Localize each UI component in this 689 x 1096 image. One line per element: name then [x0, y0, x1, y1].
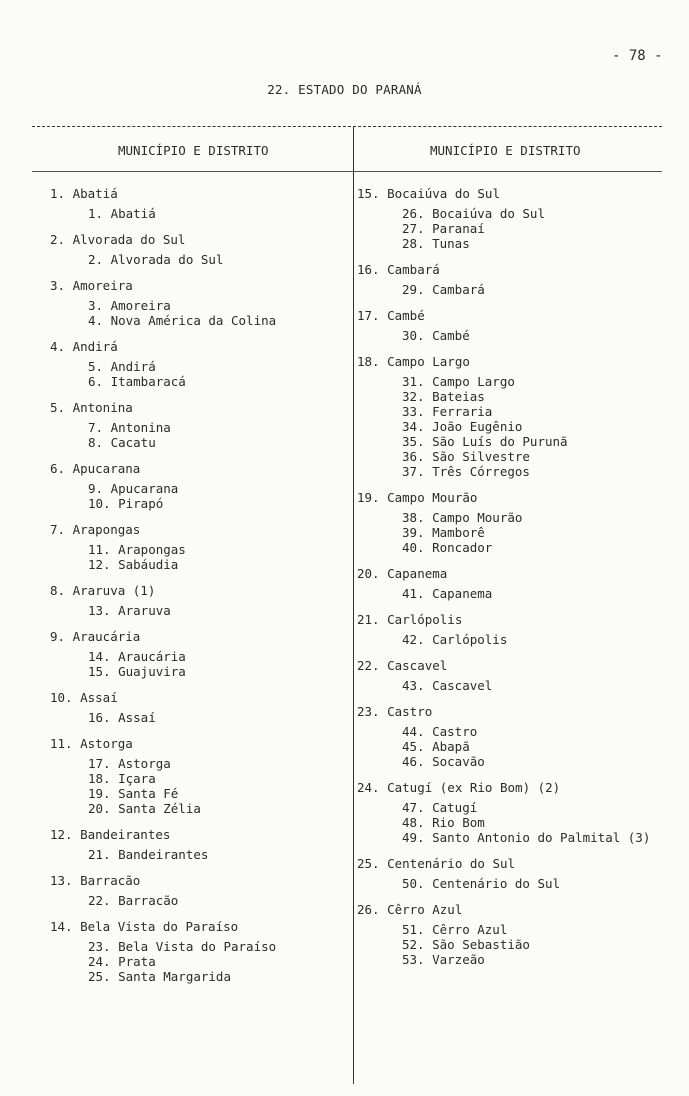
distrito-name: 2. Alvorada do Sul	[88, 252, 224, 267]
distrito-name: 38. Campo Mourão	[402, 510, 523, 525]
municipio-name: 12. Bandeirantes	[50, 827, 171, 842]
distrito-name: 47. Catugí	[402, 800, 478, 815]
municipio-group	[50, 690, 350, 725]
municipio-name: 14. Bela Vista do Paraíso	[50, 919, 239, 934]
distrito-name: 48. Rio Bom	[402, 815, 485, 830]
header-rule	[32, 171, 662, 172]
distrito-name: 5. Andirá	[88, 359, 156, 374]
distrito-name: 41. Capanema	[402, 586, 493, 601]
municipio-group	[50, 232, 350, 267]
municipio-group	[50, 629, 350, 679]
distrito-name: 12. Sabáudia	[88, 557, 179, 572]
distrito-list	[357, 800, 677, 845]
municipio-group	[50, 186, 350, 221]
distrito-name: 33. Ferraria	[402, 404, 493, 419]
distrito-name: 21. Bandeirantes	[88, 847, 209, 862]
municipio-name: 8. Araruva (1)	[50, 583, 156, 598]
distrito-list	[50, 542, 350, 572]
municipio-group	[357, 186, 677, 251]
municipio-name: 15. Bocaiúva do Sul	[357, 186, 500, 201]
page-title: 22. ESTADO DO PARANÁ	[267, 82, 422, 97]
distrito-name: 49. Santo Antonio do Palmital (3)	[402, 830, 651, 845]
left-column	[50, 186, 350, 995]
left-column-heading: MUNICÍPIO E DISTRITO	[118, 143, 269, 158]
distrito-name: 31. Campo Largo	[402, 374, 515, 389]
right-column	[357, 186, 677, 978]
distrito-name: 46. Socavão	[402, 754, 485, 769]
distrito-name: 43. Cascavel	[402, 678, 493, 693]
municipio-name: 22. Cascavel	[357, 658, 448, 673]
distrito-name: 1. Abatiá	[88, 206, 156, 221]
page-number: - 78 -	[612, 48, 663, 64]
distrito-name: 23. Bela Vista do Paraíso	[88, 939, 277, 954]
municipio-group	[357, 780, 677, 845]
municipio-name: 5. Antonina	[50, 400, 133, 415]
distrito-list	[357, 206, 677, 251]
distrito-name: 42. Carlópolis	[402, 632, 508, 647]
distrito-name: 15. Guajuvira	[88, 664, 186, 679]
distrito-name: 11. Arapongas	[88, 542, 186, 557]
municipio-group	[50, 827, 350, 862]
municipio-group	[357, 490, 677, 555]
distrito-name: 9. Apucarana	[88, 481, 179, 496]
distrito-name: 16. Assaí	[88, 710, 156, 725]
distrito-name: 25. Santa Margarida	[88, 969, 231, 984]
distrito-name: 17. Astorga	[88, 756, 171, 771]
distrito-list	[357, 632, 677, 647]
distrito-name: 37. Três Córregos	[402, 464, 530, 479]
distrito-list	[50, 603, 350, 618]
municipio-group	[50, 461, 350, 511]
municipio-name: 19. Campo Mourão	[357, 490, 478, 505]
distrito-name: 32. Bateias	[402, 389, 485, 404]
distrito-name: 53. Varzeão	[402, 952, 485, 967]
distrito-name: 3. Amoreira	[88, 298, 171, 313]
municipio-group	[50, 400, 350, 450]
distrito-name: 27. Paranaí	[402, 221, 485, 236]
distrito-name: 14. Araucária	[88, 649, 186, 664]
distrito-list	[50, 359, 350, 389]
distrito-list	[50, 649, 350, 679]
distrito-name: 36. São Silvestre	[402, 449, 530, 464]
municipio-group	[50, 919, 350, 984]
distrito-name: 10. Pirapó	[88, 496, 164, 511]
distrito-name: 40. Roncador	[402, 540, 493, 555]
distrito-name: 34. João Eugênio	[402, 419, 523, 434]
municipio-name: 7. Arapongas	[50, 522, 141, 537]
municipio-group	[50, 278, 350, 328]
distrito-name: 51. Cêrro Azul	[402, 922, 508, 937]
distrito-list	[357, 876, 677, 891]
distrito-list	[357, 328, 677, 343]
municipio-group	[50, 873, 350, 908]
distrito-list	[50, 756, 350, 816]
distrito-list	[50, 252, 350, 267]
municipio-name: 2. Alvorada do Sul	[50, 232, 186, 247]
municipio-name: 1. Abatiá	[50, 186, 118, 201]
distrito-list	[357, 510, 677, 555]
municipio-name: 25. Centenário do Sul	[357, 856, 516, 871]
municipio-group	[357, 354, 677, 479]
municipio-name: 4. Andirá	[50, 339, 118, 354]
municipio-group	[357, 308, 677, 343]
distrito-name: 45. Abapã	[402, 739, 470, 754]
distrito-name: 18. Içara	[88, 771, 156, 786]
municipio-group	[357, 658, 677, 693]
municipio-group	[50, 339, 350, 389]
top-rule	[32, 126, 662, 127]
distrito-list	[50, 893, 350, 908]
municipio-name: 10. Assaí	[50, 690, 118, 705]
municipio-name: 16. Cambará	[357, 262, 440, 277]
distrito-name: 24. Prata	[88, 954, 156, 969]
distrito-list	[357, 724, 677, 769]
distrito-name: 6. Itambaracá	[88, 374, 186, 389]
municipio-name: 3. Amoreira	[50, 278, 133, 293]
distrito-name: 4. Nova América da Colina	[88, 313, 277, 328]
distrito-list	[50, 206, 350, 221]
distrito-name: 30. Cambé	[402, 328, 470, 343]
municipio-name: 6. Apucarana	[50, 461, 141, 476]
municipio-name: 18. Campo Largo	[357, 354, 470, 369]
distrito-list	[50, 298, 350, 328]
municipio-group	[357, 902, 677, 967]
distrito-name: 50. Centenário do Sul	[402, 876, 561, 891]
distrito-name: 7. Antonina	[88, 420, 171, 435]
municipio-group	[357, 612, 677, 647]
municipio-name: 26. Cêrro Azul	[357, 902, 463, 917]
distrito-list	[357, 374, 677, 479]
municipio-name: 11. Astorga	[50, 736, 133, 751]
municipio-name: 9. Araucária	[50, 629, 141, 644]
distrito-name: 52. São Sebastião	[402, 937, 530, 952]
municipio-name: 23. Castro	[357, 704, 433, 719]
municipio-name: 21. Carlópolis	[357, 612, 463, 627]
distrito-list	[50, 710, 350, 725]
municipio-name: 24. Catugí (ex Rio Bom) (2)	[357, 780, 561, 795]
distrito-list	[50, 847, 350, 862]
municipio-group	[357, 704, 677, 769]
municipio-group	[357, 262, 677, 297]
distrito-name: 26. Bocaiúva do Sul	[402, 206, 545, 221]
column-divider	[353, 126, 354, 1084]
distrito-name: 39. Mamborê	[402, 525, 485, 540]
distrito-list	[357, 586, 677, 601]
municipio-group	[50, 583, 350, 618]
municipio-group	[50, 736, 350, 816]
municipio-group	[50, 522, 350, 572]
distrito-list	[357, 922, 677, 967]
distrito-name: 13. Araruva	[88, 603, 171, 618]
distrito-name: 22. Barracão	[88, 893, 179, 908]
distrito-name: 29. Cambará	[402, 282, 485, 297]
municipio-name: 13. Barracão	[50, 873, 141, 888]
distrito-name: 20. Santa Zélia	[88, 801, 201, 816]
distrito-name: 28. Tunas	[402, 236, 470, 251]
municipio-group	[357, 856, 677, 891]
distrito-list	[357, 678, 677, 693]
municipio-name: 20. Capanema	[357, 566, 448, 581]
municipio-name: 17. Cambé	[357, 308, 425, 323]
municipio-group	[357, 566, 677, 601]
distrito-list	[50, 481, 350, 511]
distrito-list	[357, 282, 677, 297]
distrito-name: 44. Castro	[402, 724, 478, 739]
distrito-name: 19. Santa Fé	[88, 786, 179, 801]
right-column-heading: MUNICÍPIO E DISTRITO	[430, 143, 581, 158]
distrito-name: 8. Cacatu	[88, 435, 156, 450]
distrito-list	[50, 939, 350, 984]
distrito-list	[50, 420, 350, 450]
distrito-name: 35. São Luís do Purunã	[402, 434, 568, 449]
